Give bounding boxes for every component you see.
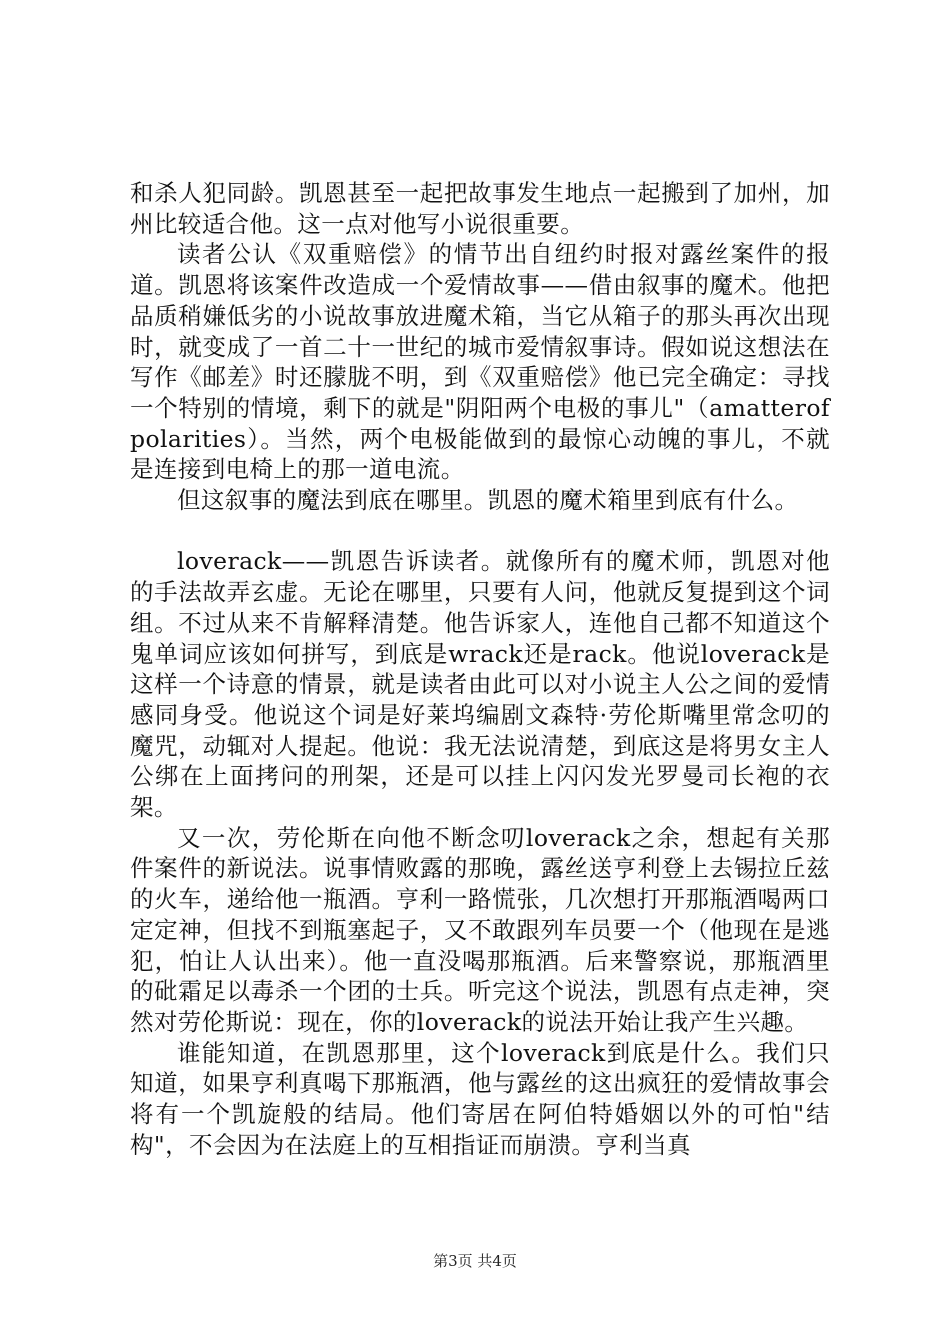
page-number: 第3页 共4页: [433, 1252, 517, 1270]
paragraph-2: 读者公认《双重赔偿》的情节出自纽约时报对露丝案件的报道。凯恩将该案件改造成一个爱情故事——借由叙事的魔术。他把品质稍嫌低劣的小说故事放进魔术箱，当它从箱子的那头再次出现时，就变成了一首二十一世纪的城市爱情叙事诗。假如说这想法在写作《邮差》时还朦胧不明，到《双重赔偿》他已完全确定：寻找一个特别的情境，剩下的就是"阴阳两个电极的事儿"（amatterofpolarities）。当然，两个电极能做到的最惊心动魄的事儿，不就是连接到电椅上的那一道电流。: [130, 240, 830, 484]
document-body: [130, 178, 830, 1160]
paragraph-5: 又一次，劳伦斯在向他不断念叨loverack之余，想起有关那件案件的新说法。说事情败露的那晚，露丝送亨利登上去锡拉丘兹的火车，递给他一瓶酒。亨利一路慌张，几次想打开那瓶酒喝两口定定神，但找不到瓶塞起子，又不敢跟列车员要一个（他现在是逃犯，怕让人认出来）。他一直没喝那瓶酒。后来警察说，那瓶酒里的砒霜足以毒杀一个团的士兵。听完这个说法，凯恩有点走神，突然对劳伦斯说：现在，你的loverack的说法开始让我产生兴趣。: [130, 823, 830, 1036]
page-footer: [0, 1250, 950, 1271]
paragraph-4: loverack——凯恩告诉读者。就像所有的魔术师，凯恩对他的手法故弄玄虚。无论在哪里，只要有人问，他就反复提到这个词组。不过从来不肯解释清楚。他告诉家人，连他自己都不知道这个鬼单词应该如何拼写，到底是wrack还是rack。他说loverack是这样一个诗意的情景，就是读者由此可以对小说主人公之间的爱情感同身受。他说这个词是好莱坞编剧文森特·劳伦斯嘴里常念叨的魔咒，动辄对人提起。他说：我无法说清楚，到底这是将男女主人公绑在上面拷问的刑架，还是可以挂上闪闪发光罗曼司长袍的衣架。: [130, 547, 830, 822]
paragraph-1: 和杀人犯同龄。凯恩甚至一起把故事发生地点一起搬到了加州，加州比较适合他。这一点对他写小说很重要。: [130, 179, 830, 238]
paragraph-3: 但这叙事的魔法到底在哪里。凯恩的魔术箱里到底有什么。: [177, 486, 799, 515]
paragraph-gap: [130, 516, 830, 547]
paragraph-6: 谁能知道，在凯恩那里，这个loverack到底是什么。我们只知道，如果亨利真喝下那瓶酒，他与露丝的这出疯狂的爱情故事会将有一个凯旋般的结局。他们寄居在阿伯特婚姻以外的可怕"结构"，不会因为在法庭上的互相指证而崩溃。亨利当真: [130, 1038, 830, 1159]
